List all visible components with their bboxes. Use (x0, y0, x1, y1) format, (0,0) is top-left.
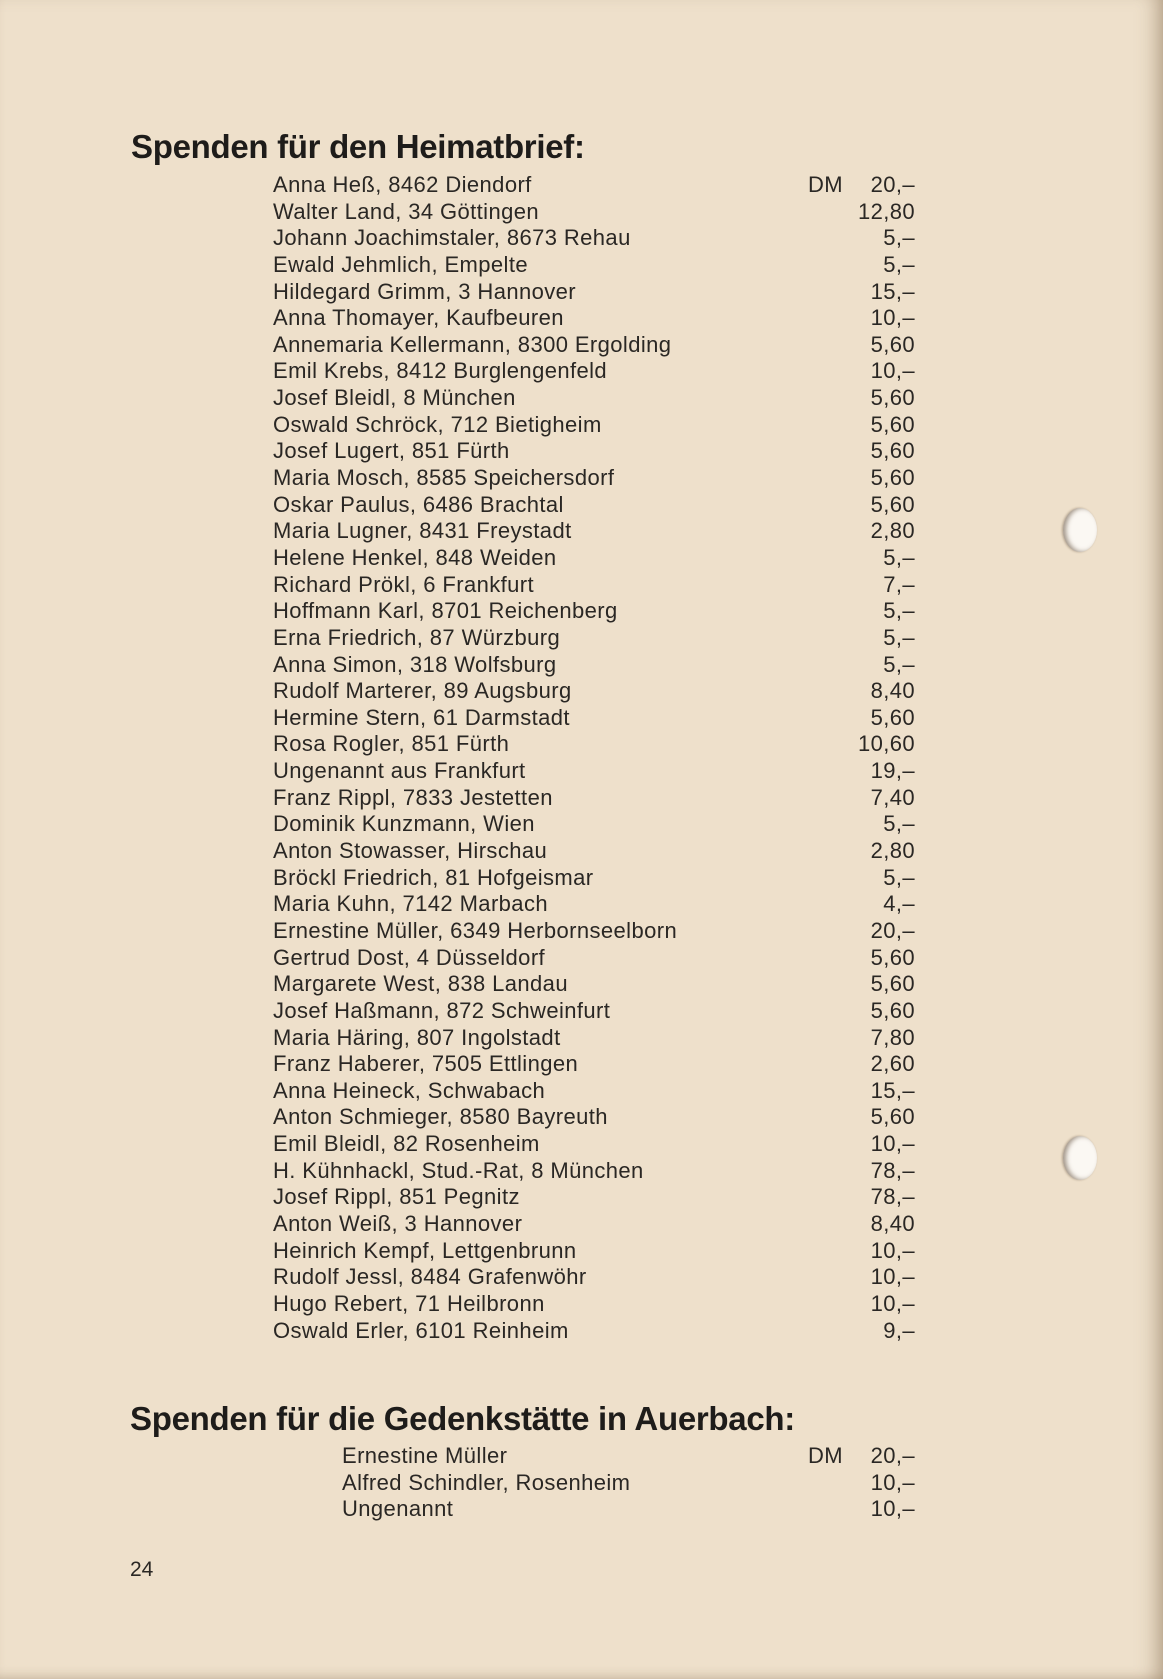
donation-amount: 78,– (870, 1157, 915, 1183)
donation-amount: 20,– (870, 917, 915, 943)
donor-name: Anna Heß, 8462 Diendorf (273, 172, 532, 197)
donor-name: Ernestine Müller, 6349 Herbornseelborn (273, 917, 678, 943)
donation-amount: 2,60 (870, 1051, 915, 1077)
donation-row (273, 891, 933, 918)
donation-row (273, 945, 933, 972)
donor-name: Maria Häring, 807 Ingolstadt (273, 1024, 561, 1050)
donation-list-gedenkstaette (342, 1443, 933, 1523)
donation-amount: 7,– (883, 571, 915, 597)
donor-name: Erna Friedrich, 87 Würzburg (273, 624, 561, 650)
donation-row (273, 332, 933, 359)
donation-row (273, 1291, 933, 1318)
donor-name: Emil Krebs, 8412 Burglengenfeld (273, 358, 608, 384)
donor-name: Josef Haßmann, 872 Schweinfurt (273, 997, 611, 1023)
donation-row (273, 1078, 933, 1105)
donation-amount: 2,80 (870, 518, 915, 544)
donation-amount: 7,40 (870, 784, 915, 810)
donor-name: Richard Prökl, 6 Frankfurt (273, 571, 535, 597)
donation-amount: 5,– (883, 598, 915, 624)
donation-row (273, 305, 933, 332)
donation-amount: 5,– (883, 811, 915, 837)
donation-amount: 5,60 (870, 438, 915, 464)
donation-row (273, 385, 933, 412)
donation-row (342, 1470, 933, 1497)
donation-amount: 5,– (883, 225, 915, 251)
donation-amount: 5,– (883, 651, 915, 677)
donation-list-heimatbrief (273, 172, 933, 1344)
donation-amount: 10,– (870, 305, 915, 331)
donation-amount: 5,60 (870, 1104, 915, 1130)
donation-row (273, 678, 933, 705)
donation-row (273, 731, 933, 758)
section-heading-gedenkstaette: Spenden für die Gedenkstätte in Auerbach: (130, 1400, 795, 1437)
donation-amount: 10,– (870, 1264, 915, 1290)
donation-row (273, 1184, 933, 1211)
donation-row (273, 545, 933, 572)
donor-name: Walter Land, 34 Göttingen (273, 198, 540, 224)
donation-amount: 8,40 (870, 678, 915, 704)
donation-amount: 10,– (870, 1469, 915, 1495)
donation-row (273, 785, 933, 812)
donation-amount: 5,60 (870, 491, 915, 517)
currency-label: DM (807, 1443, 843, 1468)
donation-amount: 15,– (870, 1077, 915, 1103)
donation-row (273, 172, 933, 199)
donation-row (273, 199, 933, 226)
donation-amount: 10,– (870, 1290, 915, 1316)
donation-amount: 10,– (870, 1237, 915, 1263)
donor-name: Anton Schmieger, 8580 Bayreuth (273, 1104, 608, 1130)
donor-name: Anna Heineck, Schwabach (273, 1077, 546, 1103)
donation-row (273, 1025, 933, 1052)
page-number: 24 (130, 1558, 154, 1581)
donation-row (273, 865, 933, 892)
donation-row (273, 625, 933, 652)
donation-amount: 5,60 (870, 997, 915, 1023)
donation-amount: 78,– (870, 1184, 915, 1210)
donation-row (273, 1318, 933, 1345)
donor-name: Anna Thomayer, Kaufbeuren (273, 305, 564, 331)
donation-row (273, 572, 933, 599)
donation-amount: 5,60 (870, 465, 915, 491)
donation-row (273, 1051, 933, 1078)
donor-name: Johann Joachimstaler, 8673 Rehau (273, 225, 631, 251)
donation-row (273, 492, 933, 519)
donation-amount: 10,– (870, 358, 915, 384)
donation-row (273, 758, 933, 785)
donor-name: Ungenannt (342, 1496, 454, 1521)
donation-amount: 5,60 (870, 704, 915, 730)
donation-amount: 5,60 (870, 411, 915, 437)
donor-name: Josef Lugert, 851 Fürth (273, 438, 510, 464)
donor-name: Heinrich Kempf, Lettgenbrunn (273, 1237, 577, 1263)
donation-row (342, 1443, 933, 1470)
donation-amount: 5,– (883, 544, 915, 570)
donation-row (273, 1104, 933, 1131)
donation-row (273, 1131, 933, 1158)
donor-name: Margarete West, 838 Landau (273, 971, 568, 997)
donor-name: Anna Simon, 318 Wolfsburg (273, 651, 557, 677)
donor-name: Bröckl Friedrich, 81 Hofgeismar (273, 864, 594, 890)
donation-row (342, 1496, 933, 1523)
donation-amount: 4,– (883, 891, 915, 917)
donor-name: Gertrud Dost, 4 Düsseldorf (273, 944, 546, 970)
donor-name: Anton Stowasser, Hirschau (273, 838, 548, 864)
donation-row (273, 518, 933, 545)
donor-name: Alfred Schindler, Rosenheim (342, 1469, 631, 1495)
punch-hole-top (1063, 508, 1097, 552)
donation-amount: 8,40 (870, 1210, 915, 1236)
donor-name: Annemaria Kellermann, 8300 Ergolding (273, 331, 672, 357)
donation-amount: 5,60 (870, 331, 915, 357)
donor-name: Maria Lugner, 8431 Freystadt (273, 518, 572, 544)
donation-amount: 5,60 (870, 971, 915, 997)
donation-amount: 19,– (870, 758, 915, 784)
donor-name: Hoffmann Karl, 8701 Reichenberg (273, 598, 618, 624)
donation-amount: 5,60 (870, 944, 915, 970)
donation-amount: 10,60 (857, 731, 915, 757)
donation-row (273, 1264, 933, 1291)
donor-name: Dominik Kunzmann, Wien (273, 811, 535, 837)
donor-name: Ewald Jehmlich, Empelte (273, 251, 528, 277)
donation-amount: 2,80 (870, 838, 915, 864)
donation-row (273, 465, 933, 492)
donor-name: Helene Henkel, 848 Weiden (273, 544, 557, 570)
donation-amount: 5,– (883, 251, 915, 277)
donation-row (273, 811, 933, 838)
donation-amount: 5,– (883, 624, 915, 650)
donor-name: Oskar Paulus, 6486 Brachtal (273, 491, 564, 517)
donation-amount: 7,80 (870, 1024, 915, 1050)
donation-row (273, 225, 933, 252)
donor-name: Ungenannt aus Frankfurt (273, 758, 526, 784)
donation-amount: 20,– (870, 1443, 915, 1468)
donation-row (273, 279, 933, 306)
donation-row (273, 598, 933, 625)
donor-name: Ernestine Müller (342, 1443, 508, 1468)
donation-row (273, 838, 933, 865)
donation-row (273, 412, 933, 439)
donation-amount: 5,– (883, 864, 915, 890)
donation-row (273, 998, 933, 1025)
currency-label: DM (807, 172, 843, 197)
donor-name: Franz Haberer, 7505 Ettlingen (273, 1051, 579, 1077)
donation-row (273, 358, 933, 385)
donation-amount: 5,60 (870, 385, 915, 411)
donation-row (273, 971, 933, 998)
donor-name: Maria Kuhn, 7142 Marbach (273, 891, 548, 917)
donation-amount: 10,– (870, 1131, 915, 1157)
donation-row (273, 252, 933, 279)
donation-row (273, 1211, 933, 1238)
donor-name: Maria Mosch, 8585 Speichersdorf (273, 465, 615, 491)
donor-name: Rudolf Marterer, 89 Augsburg (273, 678, 572, 704)
donor-name: Franz Rippl, 7833 Jestetten (273, 784, 553, 810)
donation-row (273, 1238, 933, 1265)
donation-row (273, 918, 933, 945)
donor-name: Josef Bleidl, 8 München (273, 385, 516, 411)
donor-name: Hildegard Grimm, 3 Hannover (273, 278, 577, 304)
section-heading-heimatbrief: Spenden für den Heimatbrief: (131, 128, 585, 165)
donation-row (273, 438, 933, 465)
donor-name: Emil Bleidl, 82 Rosenheim (273, 1131, 540, 1157)
donor-name: Oswald Schröck, 712 Bietigheim (273, 411, 602, 437)
donor-name: Hermine Stern, 61 Darmstadt (273, 704, 570, 730)
donation-amount: 20,– (870, 172, 915, 197)
donor-name: Hugo Rebert, 71 Heilbronn (273, 1290, 545, 1316)
donor-name: Josef Rippl, 851 Pegnitz (273, 1184, 520, 1210)
donation-row (273, 705, 933, 732)
donor-name: Rudolf Jessl, 8484 Grafenwöhr (273, 1264, 587, 1290)
donation-amount: 12,80 (857, 198, 915, 224)
donor-name: Oswald Erler, 6101 Reinheim (273, 1317, 569, 1343)
donor-name: Rosa Rogler, 851 Fürth (273, 731, 510, 757)
donation-row (273, 1158, 933, 1185)
punch-hole-bottom (1063, 1136, 1097, 1180)
donor-name: Anton Weiß, 3 Hannover (273, 1210, 523, 1236)
donation-row (273, 652, 933, 679)
donation-amount: 10,– (870, 1496, 915, 1521)
donation-amount: 15,– (870, 278, 915, 304)
donor-name: H. Kühnhackl, Stud.-Rat, 8 München (273, 1157, 644, 1183)
donation-amount: 9,– (883, 1317, 915, 1343)
